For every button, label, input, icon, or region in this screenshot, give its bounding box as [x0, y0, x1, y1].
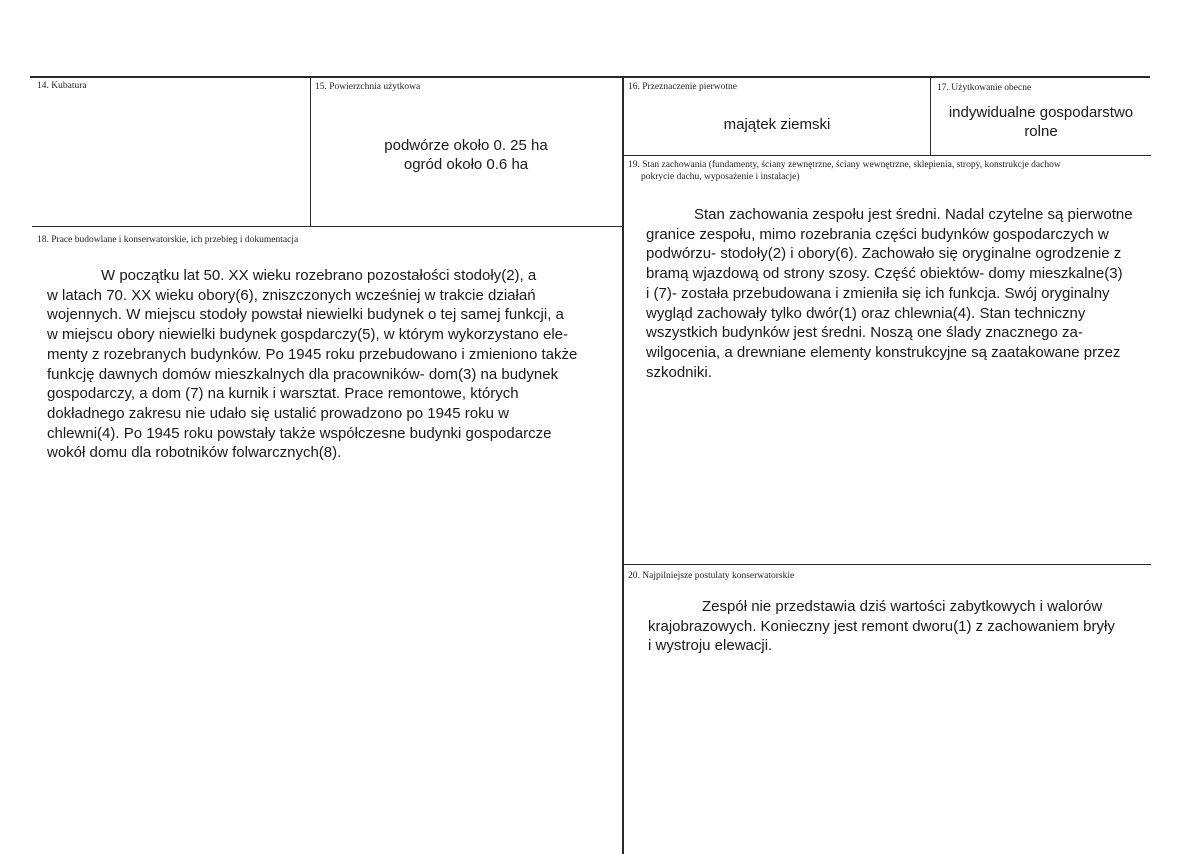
field-16-value: majątek ziemski	[723, 116, 831, 133]
field-17-value-line: indywidualne gospodarstwo	[948, 104, 1134, 121]
field-19-label	[628, 159, 1150, 183]
field-19-text	[646, 205, 1148, 382]
paragraph-line: funkcję dawnych domów mieszkalnych dla pracowników- dom(3) na budynek	[47, 365, 559, 383]
paragraph-line: wilgocenia, a drewniane elementy konstrukcyjne są zaatakowane przez	[646, 343, 1121, 361]
paragraph-line: bramą wjazdową od strony szosy. Część obiektów- domy mieszkalne(3)	[646, 265, 1123, 283]
divider-14-15	[310, 77, 311, 227]
field-15-value	[312, 136, 620, 174]
paragraph-line: i wystroju elewacji.	[648, 637, 773, 655]
paragraph-line: Stan zachowania zespołu jest średni. Nadal czytelne są pierwotne	[694, 206, 1133, 223]
field-17-value-line: rolne	[1024, 123, 1058, 140]
paragraph-line: gospodarczy, a dom (7) na kurnik i warsztat. Prace remontowe, których	[47, 385, 519, 403]
field-15-value-line: podwórze około 0. 25 ha	[384, 137, 548, 154]
paragraph-line: krajobrazowych. Konieczny jest remont dworu(1) z zachowaniem bryły	[648, 617, 1115, 635]
field-17-value	[931, 103, 1151, 141]
paragraph-line: wygląd zachowały tylko dwór(1) oraz chlewnia(4). Stan techniczny	[646, 304, 1086, 322]
field-20-top-border	[623, 564, 1151, 565]
paragraph-line: menty z rozebranych budynków. Po 1945 roku przebudowano i zmieniono także	[47, 345, 578, 363]
paragraph-line: wszystkich budynków jest średni. Noszą one ślady znacznego za-	[646, 324, 1083, 342]
right-row-border-line	[623, 155, 1151, 156]
paragraph-line: Zespół nie przedstawia dziś wartości zabytkowych i walorów	[702, 598, 1103, 615]
top-border-line	[30, 76, 1150, 78]
paragraph-line: dokładnego zakresu nie udało się ustalić prowadzono po 1945 roku w	[47, 404, 509, 422]
left-bottom-border-line	[32, 226, 622, 227]
paragraph-line: podwórzu- stodoły(2) i obory(6). Zachowało się oryginalne ogrodzenie z	[646, 245, 1122, 263]
field-18-label: 18. Prace budowlane i konserwatorskie, ich przebieg i dokumentacja	[37, 235, 299, 245]
paragraph-line: w latach 70. XX wieku obory(6), zniszczonych wcześniej w trakcie działań	[47, 286, 536, 304]
paragraph-line: w miejscu obory niewielki budynek gospdarczy(5), w którym wykorzystano ele-	[47, 326, 569, 344]
field-17-label: 17. Użytkowanie obecne	[937, 83, 1032, 93]
field-16-label: 16. Przeznaczenie pierwotne	[628, 82, 737, 92]
field-20-label: 20. Najpilniejsze postulaty konserwatorskie	[628, 571, 795, 581]
paragraph-line: granice zespołu, mimo rozebrania części budynków gospodarczych w	[646, 225, 1109, 243]
paragraph-line: chlewni(4). Po 1945 roku powstały także współczesne budynki gospodarcze	[47, 424, 552, 442]
paragraph-line: szkodniki.	[646, 363, 712, 381]
center-vertical-divider	[622, 76, 624, 854]
field-19-label-line: 19. Stan zachowania (fundamenty, ściany zewnętrzne, ściany wewnętrzne, sklepienia, stropy, konstrukcje dachow	[628, 160, 1061, 170]
field-19-label-line: pokrycie dachu, wyposażenie i instalacje)	[641, 172, 800, 182]
paragraph-line: wokół domu dla robotników folwarcznych(8).	[47, 444, 342, 462]
paragraph-line: W początku lat 50. XX wieku rozebrano pozostałości stodoły(2), a	[101, 267, 537, 284]
field-15-value-line: ogród około 0.6 ha	[403, 156, 529, 173]
field-20-text	[648, 597, 1148, 656]
field-14-label: 14. Kubatura	[37, 81, 87, 91]
paragraph-line: wojennych. W miejscu stodoły powstał niewielki budynek o tej samej funkcji, a	[47, 306, 564, 324]
paragraph-line: i (7)- została przebudowana i zmieniła się ich funkcja. Swój oryginalny	[646, 284, 1110, 302]
field-18-text	[47, 266, 607, 463]
field-15-label: 15. Powierzchnia użytkowa	[315, 82, 421, 92]
